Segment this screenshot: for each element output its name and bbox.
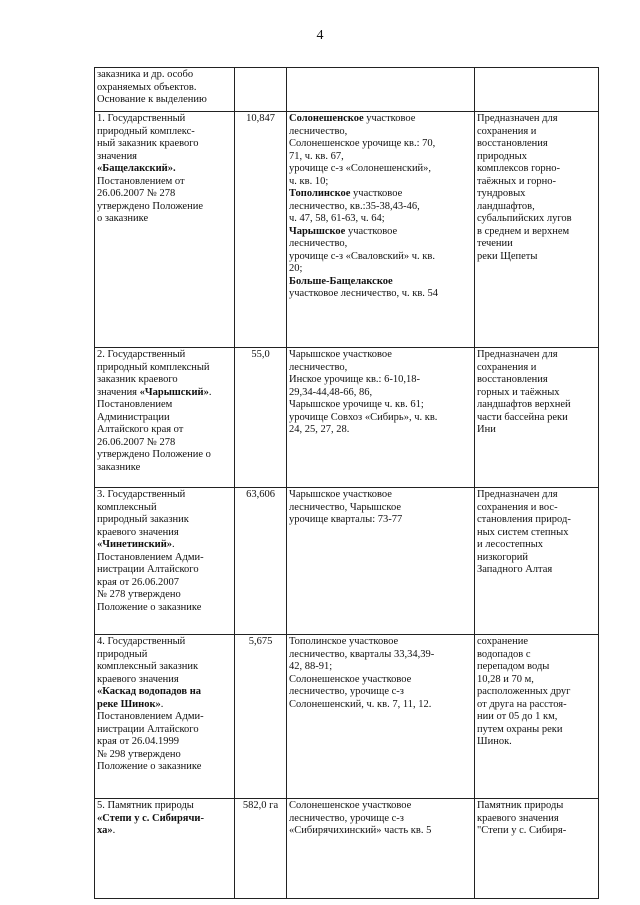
purpose-cell	[475, 635, 599, 799]
cell-line	[97, 724, 232, 737]
cell-line	[289, 226, 472, 239]
cell-line	[97, 602, 232, 615]
cell-line	[289, 489, 472, 502]
cell-line	[97, 387, 232, 400]
cell-line	[289, 362, 472, 375]
purpose-cell	[475, 488, 599, 635]
line-text: ч. 47, 58, 61-63, ч. 64;	[289, 213, 385, 224]
area-cell: 55,0	[235, 348, 287, 488]
line-text: субальпийских лугов	[477, 213, 572, 224]
line-text: Западного Алтая	[477, 564, 553, 575]
line-text: .	[160, 698, 164, 710]
cell-line	[97, 437, 232, 450]
cell-line	[289, 649, 472, 662]
cell-line	[289, 151, 472, 164]
cell-line	[477, 424, 596, 437]
cell-line	[289, 276, 472, 289]
cell-line	[97, 749, 232, 762]
cell-line	[97, 761, 232, 774]
cell-line	[289, 699, 472, 712]
line-text: «Бащелакский».	[97, 163, 176, 174]
line-text: низкогорий	[477, 551, 528, 563]
cell-line	[97, 374, 232, 387]
cell-line	[289, 686, 472, 699]
cell-line	[289, 424, 472, 437]
line-text: участковое лесничество, ч. кв. 54	[289, 288, 439, 299]
cell-line	[97, 462, 232, 475]
header-line: охраняемых объектов.	[97, 81, 197, 93]
line-text: природный заказник	[97, 514, 189, 525]
line-text: ч. кв. 10;	[289, 175, 329, 187]
cell-line	[477, 502, 596, 515]
cell-line	[97, 564, 232, 577]
cell-line	[289, 201, 472, 214]
cell-line	[477, 163, 596, 176]
table-row	[95, 348, 599, 488]
line-text: участковое	[345, 225, 398, 237]
header-empty-cell	[235, 68, 287, 112]
cell-line	[289, 238, 472, 251]
line-text: 20;	[289, 263, 303, 274]
header-empty-cell	[287, 68, 475, 112]
line-text: лесничество, урочище с-з	[289, 686, 404, 697]
cell-line	[97, 674, 232, 687]
reserve-name-cell	[95, 112, 235, 348]
cell-line	[289, 251, 472, 264]
line-text: ландшафтов верхней	[477, 399, 571, 410]
line-text: части бассейна реки	[477, 411, 568, 423]
line-text: сохранения и	[477, 361, 537, 373]
cell-line	[97, 514, 232, 527]
cell-line	[289, 674, 472, 687]
line-text: «Степи у с. Сибирячи-	[97, 812, 204, 824]
line-text: 1. Государственный	[97, 113, 186, 124]
line-text: урочище с-з «Солонешенский»,	[289, 163, 432, 174]
line-text: краевого значения	[97, 673, 179, 685]
line-text: значения	[97, 150, 138, 162]
cell-line	[97, 349, 232, 362]
line-text: 5. Памятник природы	[97, 800, 194, 811]
line-text: урочище кварталы: 73-77	[289, 514, 403, 525]
line-text: Постановлением	[97, 399, 173, 410]
line-text: ных систем степных	[477, 526, 569, 538]
line-text: в среднем и верхнем	[477, 225, 570, 237]
cell-line	[289, 387, 472, 400]
line-text: реке Шинок»	[97, 698, 161, 710]
cell-line	[477, 126, 596, 139]
line-text: 42, 88-91;	[289, 661, 333, 672]
cell-line	[289, 288, 472, 301]
line-text: природных	[477, 150, 527, 162]
line-text: сохранения и	[477, 125, 537, 137]
cell-line	[97, 489, 232, 502]
cell-line	[289, 349, 472, 362]
area-cell: 5,675	[235, 635, 287, 799]
line-text: Чарышское участковое	[289, 489, 392, 500]
line-text: восстановления	[477, 374, 548, 385]
cell-line	[477, 489, 596, 502]
cell-line	[477, 238, 596, 251]
cell-line	[289, 825, 472, 838]
table-header-fragment-row	[95, 68, 599, 112]
line-text: природный	[97, 648, 148, 660]
line-text: природный комплекс-	[97, 125, 195, 137]
cell-line	[97, 527, 232, 540]
line-text: Чарышское урочище ч. кв. 61;	[289, 399, 424, 410]
location-cell	[287, 112, 475, 348]
line-text: краевого значения	[477, 812, 559, 824]
cell-line	[477, 362, 596, 375]
line-text: Постановлением Адми-	[97, 711, 204, 722]
cell-line	[477, 226, 596, 239]
line-text: 26.06.2007 № 278	[97, 188, 176, 199]
cell-line	[289, 163, 472, 176]
line-text: Постановлением Адми-	[97, 551, 204, 563]
cell-line	[97, 151, 232, 164]
line-text: комплексный заказник	[97, 661, 199, 672]
line-text: участковое	[350, 188, 403, 199]
cell-line	[477, 636, 596, 649]
line-text: 3. Государственный	[97, 489, 186, 500]
line-text: ха»	[97, 825, 113, 836]
line-text: № 298 утверждено	[97, 748, 181, 760]
line-text: Положение о заказнике	[97, 761, 202, 772]
line-text: утверждено Положение	[97, 200, 203, 212]
cell-line	[477, 188, 596, 201]
cell-line	[97, 589, 232, 602]
cell-line	[97, 825, 232, 838]
line-text: Инское урочище кв.: 6-10,18-	[289, 374, 420, 385]
line-text: участковое	[363, 113, 416, 124]
cell-line	[289, 813, 472, 826]
cell-line	[477, 736, 596, 749]
cell-line	[97, 126, 232, 139]
line-text: Чарышское	[289, 225, 346, 237]
cell-line	[477, 374, 596, 387]
cell-line	[477, 138, 596, 151]
purpose-cell	[475, 112, 599, 348]
line-text: лесничество,	[289, 361, 348, 373]
cell-line	[477, 813, 596, 826]
line-text: сохранения и вос-	[477, 501, 558, 513]
line-text: лесничество, Чарышское	[289, 501, 402, 513]
line-text: нистрации Алтайского	[97, 564, 199, 575]
cell-line	[97, 188, 232, 201]
reserve-name-cell	[95, 799, 235, 899]
cell-line	[289, 138, 472, 151]
cell-line	[97, 138, 232, 151]
line-text: 2. Государственный	[97, 349, 186, 360]
cell-line	[289, 213, 472, 226]
line-text: 24, 25, 27, 28.	[289, 424, 350, 435]
cell-line	[477, 399, 596, 412]
reserve-name-cell	[95, 635, 235, 799]
cell-line	[97, 449, 232, 462]
cell-line	[97, 213, 232, 226]
cell-line	[289, 636, 472, 649]
header-line: Основание к выделению	[97, 94, 207, 105]
line-text: Постановлением от	[97, 175, 185, 187]
line-text: значения	[97, 386, 140, 398]
cell-line	[97, 577, 232, 590]
cell-line	[97, 711, 232, 724]
cell-line	[97, 412, 232, 425]
line-text: краевого значения	[97, 526, 179, 538]
line-text: лесничество, кв.:35-38,43-46,	[289, 200, 420, 212]
line-text: перепадом воды	[477, 661, 550, 672]
cell-line	[97, 800, 232, 813]
table-row	[95, 112, 599, 348]
cell-line	[289, 176, 472, 189]
line-text: путем охраны реки	[477, 723, 563, 735]
location-cell	[287, 799, 475, 899]
cell-line	[477, 800, 596, 813]
cell-line	[97, 649, 232, 662]
cell-line	[289, 263, 472, 276]
line-text: утверждено Положение о	[97, 449, 211, 460]
cell-line	[289, 374, 472, 387]
cell-line	[289, 113, 472, 126]
line-text: Больше-Бащелакское	[289, 275, 393, 287]
table-row	[95, 635, 599, 799]
line-text: лесничество, урочище с-з	[289, 812, 404, 824]
cell-line	[289, 399, 472, 412]
line-text: лесничество,	[289, 238, 348, 249]
line-text: Солонешенское урочище кв.: 70,	[289, 138, 436, 149]
line-text: комплексов горно-	[477, 163, 561, 174]
line-text: и лесостепных	[477, 539, 544, 550]
cell-line	[477, 661, 596, 674]
line-text: "Степи у с. Сибиря-	[477, 825, 567, 836]
cell-line	[477, 151, 596, 164]
cell-line	[477, 825, 596, 838]
cell-line	[97, 362, 232, 375]
purpose-cell	[475, 348, 599, 488]
line-text: № 278 утверждено	[97, 589, 181, 600]
header-fragment-cell	[95, 68, 235, 112]
cell-line	[289, 412, 472, 425]
line-text: Ини	[477, 424, 496, 435]
header-empty-cell	[475, 68, 599, 112]
cell-line	[477, 649, 596, 662]
line-text: течении	[477, 238, 513, 249]
line-text: урочище с-з «Сваловский» ч. кв.	[289, 250, 435, 262]
page-number: 4	[316, 28, 324, 43]
cell-line	[477, 539, 596, 552]
line-text: 29,34-44,48-66, 86,	[289, 386, 373, 398]
line-text: Положение о заказнике	[97, 601, 202, 613]
protected-areas-table	[94, 67, 599, 899]
cell-line	[477, 711, 596, 724]
header-line: заказника и др. особо	[97, 69, 194, 80]
line-text: лесничество, кварталы 33,34,39-	[289, 648, 435, 660]
line-text: сохранение	[477, 636, 528, 647]
reserve-name-cell	[95, 488, 235, 635]
line-text: нистрации Алтайского	[97, 723, 199, 735]
line-text: о заказнике	[97, 213, 149, 224]
line-text: «Сибирячихинский» часть кв. 5	[289, 825, 432, 836]
line-text: Чарышское участковое	[289, 349, 392, 360]
line-text: природный комплексный	[97, 361, 210, 373]
cell-line	[289, 800, 472, 813]
line-text: заказнике	[97, 461, 141, 473]
cell-line	[97, 201, 232, 214]
cell-line	[477, 176, 596, 189]
line-text: расположенных друг	[477, 686, 571, 697]
cell-line	[477, 699, 596, 712]
line-text: «Каскад водопадов на	[97, 686, 202, 697]
line-text: Предназначен для	[477, 113, 558, 124]
cell-line	[477, 213, 596, 226]
line-text: Тополинское участковое	[289, 636, 399, 647]
line-text: ландшафтов,	[477, 200, 535, 212]
line-text: Тополинское	[289, 188, 351, 199]
line-text: Алтайского края от	[97, 424, 184, 435]
cell-line	[289, 514, 472, 527]
line-text: .	[208, 386, 212, 398]
line-text: Памятник природы	[477, 800, 564, 811]
cell-line	[97, 736, 232, 749]
cell-line	[97, 163, 232, 176]
line-text: края от 26.06.2007	[97, 576, 180, 588]
cell-line	[289, 502, 472, 515]
line-text: реки Щепеты	[477, 250, 538, 262]
line-text: от друга на расстоя-	[477, 698, 567, 710]
cell-line	[477, 412, 596, 425]
reserve-name-cell	[95, 348, 235, 488]
line-text: Солонешенское участковое	[289, 800, 412, 811]
line-text: тундровых	[477, 188, 526, 199]
cell-line	[477, 552, 596, 565]
line-text: Солонешенский, ч. кв. 7, 11, 12.	[289, 698, 432, 710]
line-text: .	[172, 539, 175, 550]
cell-line	[97, 661, 232, 674]
cell-line	[97, 539, 232, 552]
line-text: горных и таёжных	[477, 386, 560, 398]
line-text: ный заказник краевого	[97, 138, 199, 149]
line-text: нии от 05 до 1 км,	[477, 711, 558, 722]
line-text: комплексный	[97, 501, 157, 513]
line-text: урочище Совхоз «Сибирь», ч. кв.	[289, 411, 438, 423]
table-row	[95, 488, 599, 635]
line-text: Солонешенское	[289, 113, 364, 124]
cell-line	[97, 424, 232, 437]
cell-line	[477, 387, 596, 400]
location-cell	[287, 635, 475, 799]
cell-line	[477, 527, 596, 540]
line-text: 26.06.2007 № 278	[97, 436, 176, 448]
cell-line	[97, 636, 232, 649]
cell-line	[477, 674, 596, 687]
cell-line	[477, 113, 596, 126]
area-cell: 10,847	[235, 112, 287, 348]
line-text: становления природ-	[477, 514, 571, 525]
line-text: 71, ч. кв. 67,	[289, 150, 344, 162]
line-text: Шинок.	[477, 736, 512, 747]
line-text: Предназначен для	[477, 489, 558, 500]
line-text: восстановления	[477, 138, 548, 149]
cell-line	[97, 176, 232, 189]
cell-line	[289, 188, 472, 201]
cell-line	[97, 686, 232, 699]
line-text: водопадов с	[477, 648, 531, 660]
location-cell	[287, 348, 475, 488]
area-cell: 63,606	[235, 488, 287, 635]
cell-line	[477, 686, 596, 699]
cell-line	[289, 661, 472, 674]
table-row	[95, 799, 599, 899]
line-text: таёжных и горно-	[477, 175, 556, 187]
line-text: «Чинетинский»	[97, 539, 173, 550]
cell-line	[477, 514, 596, 527]
line-text: 10,28 и 70 м,	[477, 673, 534, 685]
line-text: 4. Государственный	[97, 636, 186, 647]
cell-line	[477, 349, 596, 362]
line-text: .	[112, 825, 116, 836]
cell-line	[97, 113, 232, 126]
cell-line	[97, 699, 232, 712]
line-text: Администрации	[97, 411, 170, 423]
cell-line	[97, 813, 232, 826]
line-text: заказник краевого	[97, 374, 178, 385]
line-text: лесничество,	[289, 125, 348, 137]
cell-line	[477, 564, 596, 577]
cell-line	[97, 552, 232, 565]
cell-line	[97, 399, 232, 412]
line-text: Предназначен для	[477, 349, 558, 360]
cell-line	[477, 251, 596, 264]
area-cell: 582,0 га	[235, 799, 287, 899]
cell-line	[97, 502, 232, 515]
line-text: края от 26.04.1999	[97, 736, 180, 747]
purpose-cell	[475, 799, 599, 899]
line-text-bold: «Чарышский»	[139, 386, 209, 398]
cell-line	[289, 126, 472, 139]
cell-line	[477, 201, 596, 214]
location-cell	[287, 488, 475, 635]
line-text: Солонешенское участковое	[289, 673, 412, 685]
cell-line	[477, 724, 596, 737]
